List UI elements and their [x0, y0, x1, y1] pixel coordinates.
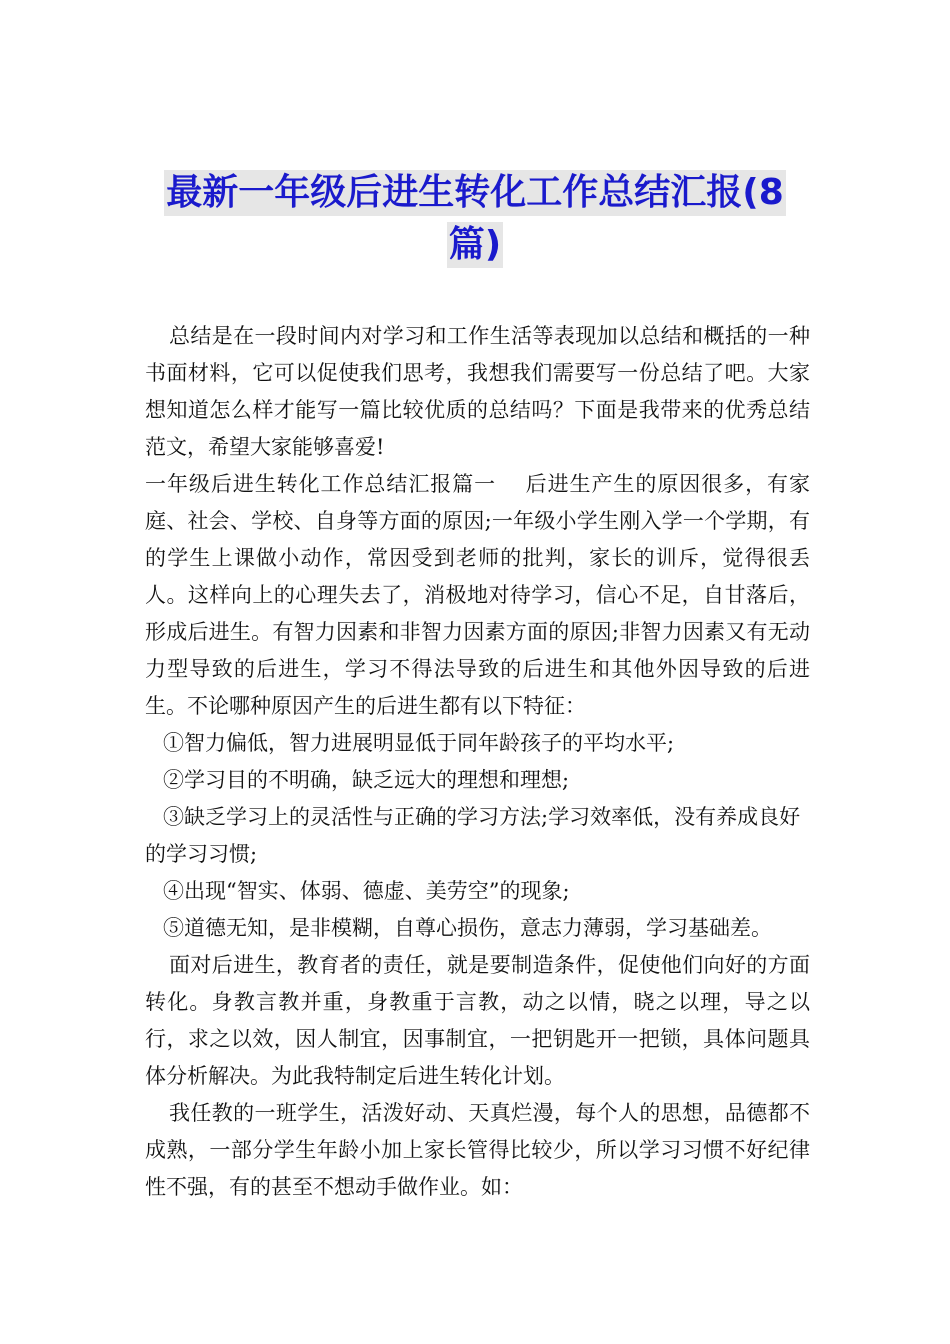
- class-description-paragraph: 我任教的一班学生，活泼好动、天真烂漫，每个人的思想，品德都不成熟，一部分学生年龄小加上家长管得比较少，所以学习习惯不好纪律性不强，有的甚至不想动手做作业。如：: [145, 1101, 810, 1199]
- title-line-1: 最新一年级后进生转化工作总结汇报(8: [164, 170, 786, 216]
- transformation-paragraph: 面对后进生，教育者的责任，就是要制造条件，促使他们向好的方面转化。身教言教并重，身教重于言教，动之以情，晓之以理，导之以行，求之以效，因人制宜，因事制宜，一把钥匙开一把锁，具体问题具体分析解决。为此我特制定后进生转化计划。: [145, 953, 810, 1088]
- section-one-paragraph: 一年级后进生转化工作总结汇报篇一 后进生产生的原因很多，有家庭、社会、学校、自身等方面的原因;一年级小学生刚入学一个学期，有的学生上课做小动作，常因受到老师的批判，家长的训斥，觉得很丢人。这样向上的心理失去了，消极地对待学习，信心不足，自甘落后，形成后进生。有智力因素和非智力因素方面的原因;非智力因素又有无动力型导致的后进生，学习不得法导致的后进生和其他外因导致的后进生。不论哪种原因产生的后进生都有以下特征：: [145, 472, 810, 718]
- document-body: [145, 318, 810, 1206]
- list-item: ⑤道德无知，是非模糊，自尊心损伤，意志力薄弱，学习基础差。: [163, 916, 772, 940]
- list-item: ②学习目的不明确，缺乏远大的理想和理想;: [163, 768, 570, 792]
- title-line-2: 篇): [447, 222, 503, 268]
- document-title: [100, 170, 850, 268]
- intro-paragraph: 总结是在一段时间内对学习和工作生活等表现加以总结和概括的一种书面材料，它可以促使我们思考，我想我们需要写一份总结了吧。大家想知道怎么样才能写一篇比较优质的总结吗？下面是我带来的优秀总结范文，希望大家能够喜爱!: [145, 324, 810, 459]
- list-item: ③缺乏学习上的灵活性与正确的学习方法;学习效率低，没有养成良好的学习习惯;: [145, 805, 801, 866]
- list-item: ①智力偏低，智力进展明显低于同年龄孩子的平均水平;: [163, 731, 675, 755]
- list-item: ④出现“智实、体弱、德虚、美劳空”的现象;: [163, 879, 570, 903]
